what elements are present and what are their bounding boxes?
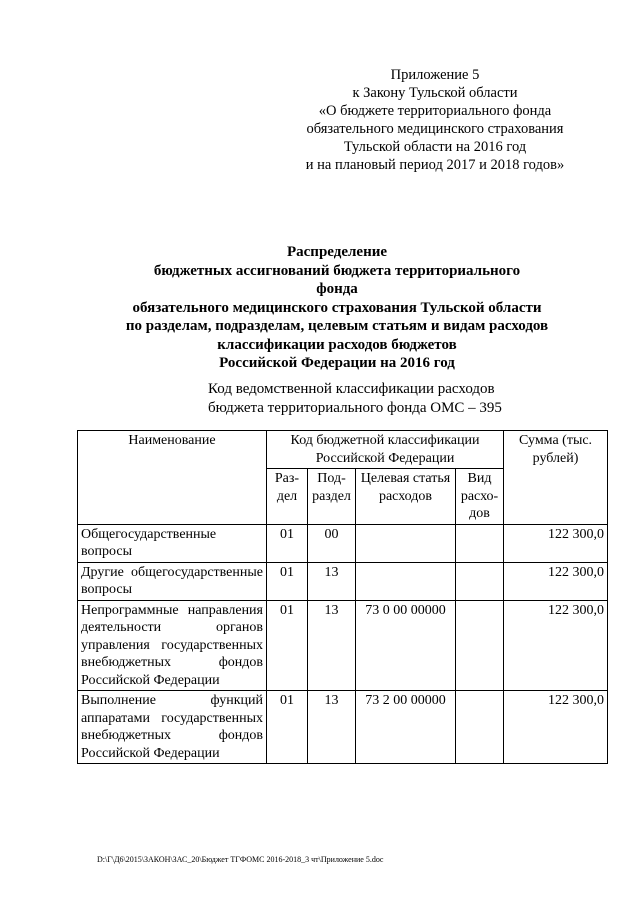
row-name: Другие общегосударственные вопросы <box>78 562 267 600</box>
row-subsection: 13 <box>308 562 356 600</box>
header-type: Вид расхо-дов <box>456 469 504 525</box>
document-title <box>90 243 584 373</box>
department-code <box>208 380 502 418</box>
header-subsection: Под-раздел <box>308 469 356 525</box>
row-type <box>456 691 504 764</box>
row-target <box>356 524 456 562</box>
title-line: фонда <box>316 281 358 297</box>
row-type <box>456 562 504 600</box>
row-target <box>356 562 456 600</box>
row-target: 73 0 00 00000 <box>356 600 456 691</box>
header-target: Целевая статья расходов <box>356 469 456 525</box>
table-row <box>78 562 608 600</box>
row-sum: 122 300,0 <box>504 691 608 764</box>
row-subsection: 13 <box>308 600 356 691</box>
appendix-line: к Закону Тульской области <box>352 85 518 101</box>
row-name: Общегосударственные вопросы <box>78 524 267 562</box>
row-section: 01 <box>267 600 308 691</box>
code-line-text: бюджета территориального фонда ОМС – 395 <box>208 400 502 416</box>
appendix-line: обязательного медицинского страхования <box>306 121 564 137</box>
row-type <box>456 600 504 691</box>
header-code-group: Код бюджетной классификации Российской Федерации <box>267 431 504 469</box>
row-section: 01 <box>267 562 308 600</box>
header-name: Наименование <box>78 431 267 525</box>
row-section: 01 <box>267 524 308 562</box>
row-sum: 122 300,0 <box>504 562 608 600</box>
appendix-line: «О бюджете территориального фонда <box>318 103 552 119</box>
table-row <box>78 600 608 691</box>
row-subsection: 13 <box>308 691 356 764</box>
row-section: 01 <box>267 691 308 764</box>
row-type <box>456 524 504 562</box>
row-target: 73 2 00 00000 <box>356 691 456 764</box>
budget-table <box>77 430 608 764</box>
title-line: бюджетных ассигнований бюджета территориального <box>153 262 521 279</box>
table-header-row <box>78 431 608 469</box>
appendix-header <box>290 66 580 174</box>
appendix-line: Приложение 5 <box>390 67 480 83</box>
title-line: обязательного медицинского страхования Тульской области <box>132 299 542 316</box>
row-name: Выполнение функций аппаратами государственных внебюджетных фондов Российской Федерации <box>78 691 267 764</box>
appendix-line: и на плановый период 2017 и 2018 годов» <box>305 157 565 173</box>
file-path-footer: D:\Г\Д6\2015\ЗАКОН\ЗАС_20\Бюджет ТГФОМС 2016-2018_3 чт\Приложение 5.doc <box>97 855 384 864</box>
row-name: Непрограммные направления деятельности органов управления государственных внебюджетных фондов Российской Федерации <box>78 600 267 691</box>
table-row <box>78 524 608 562</box>
header-section: Раз-дел <box>267 469 308 525</box>
row-subsection: 00 <box>308 524 356 562</box>
title-line: Распределение <box>286 244 388 260</box>
code-line-text: Код ведомственной классификации расходов <box>208 381 495 397</box>
title-line: по разделам, подразделам, целевым статьям и видам расходов <box>125 318 549 334</box>
row-sum: 122 300,0 <box>504 524 608 562</box>
appendix-line: Тульской области на 2016 год <box>343 139 527 155</box>
title-line: классификации расходов бюджетов <box>217 336 457 353</box>
header-sum: Сумма (тыс. рублей) <box>504 431 608 525</box>
row-sum: 122 300,0 <box>504 600 608 691</box>
table-row <box>78 691 608 764</box>
title-line: Российской Федерации на 2016 год <box>219 355 455 371</box>
